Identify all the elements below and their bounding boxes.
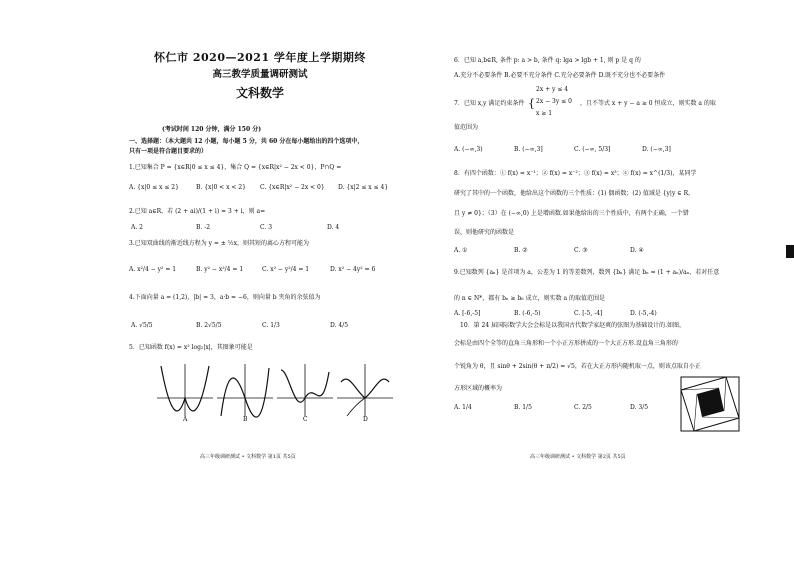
right-page <box>420 0 794 561</box>
q2-option-a: A. 2 <box>131 224 143 231</box>
q8-option-d: D. ④ <box>630 247 644 254</box>
q6-options: A.充分不必要条件 B.必要不充分条件 C.充分必要条件 D.既不充分也不必要条件 <box>454 72 666 79</box>
q10-option-b: B. 1/5 <box>514 404 532 411</box>
q1-option-a: A. {x|0 ≤ x ≤ 2} <box>129 184 179 191</box>
q8-line4: 误，则他研究的函数是 <box>454 229 515 236</box>
q3-option-b: B. y² − x²/4 = 1 <box>196 266 244 273</box>
exam-subtitle: 高三教学质量调研测试 <box>212 69 308 80</box>
subject-title: 文科数学 <box>235 86 284 100</box>
q7-stem-cont: ，且不等式 x + y − a ≥ 0 恒成立，则实数 a 的取 <box>580 100 716 107</box>
q10-line1: 10．第 24 届国际数学大会会标是以我国古代数学家赵爽的弦图为基础设计的.如图， <box>460 322 685 329</box>
q8-option-c: C. ③ <box>574 247 588 254</box>
scan-edge-mark <box>786 245 794 258</box>
q5-stem: 5．已知函数 f(x) = x² log₂|x|，其图象可能是 <box>129 344 253 351</box>
q7-constraint-2: 2x − 3y ≤ 0 <box>536 98 572 105</box>
q5-label-a: A <box>183 416 188 422</box>
q3-option-a: A. x²/4 − y² = 1 <box>129 266 177 273</box>
q8-option-a: A. ① <box>454 247 468 254</box>
q9-option-c: C. [-5, -4] <box>574 310 603 317</box>
q6-stem: 6．已知 a,b∈R, 条件 p: a > b, 条件 q: lga > lgb + 1, 则 p 是 q 的 <box>454 57 641 64</box>
q7-option-d: D. (−∞,3] <box>642 146 671 153</box>
q5-graph-a <box>157 364 213 422</box>
q5-graph-c <box>277 364 333 422</box>
q7-constraint-1: 2x + y ≤ 4 <box>536 86 569 93</box>
q9-line1: 9.已知数列 {aₙ} 是首项为 a，公差为 1 的等差数列，数列 {bₙ} 满足 bₙ = (1 + aₙ)/aₙ，若对任意 <box>454 269 720 276</box>
q7-stem: 7．已知 x,y 满足约束条件 <box>454 100 525 107</box>
exam-info: (考试时间 120 分钟，满分 150 分) <box>162 126 262 133</box>
q3-stem: 3.已知双曲线的渐近线方程为 y = ± ½x，则其短的离心方程可能为 <box>129 240 309 247</box>
q7-brace: { <box>528 97 535 110</box>
q9-option-a: A. [-6,-5] <box>454 310 481 317</box>
q10-option-a: A. 1/4 <box>454 404 472 411</box>
q9-line2: 的 n ∈ N*，都有 bₙ ≥ b₆ 成立，则实数 a 的取值范围是 <box>454 295 606 302</box>
q7-stem-line2: 值范围为 <box>454 124 479 131</box>
q5-graph-b <box>217 364 273 422</box>
q5-label-c: C <box>303 416 308 422</box>
left-page-footer: 高三年级调研测试 • 文科数学 第1页 共5页 <box>200 454 296 460</box>
q5-label-d: D <box>363 416 368 422</box>
q2-stem: 2.已知 a∈R，若 (2 + ai)/(1 + i) = 3 + i，则 a= <box>129 208 266 215</box>
q5-graph-options <box>155 360 395 422</box>
q10-option-d: D. 3/5 <box>630 404 649 411</box>
exam-title: 怀仁市 2020—2021 学年度上学期期终 <box>154 51 366 64</box>
q1-option-b: B. {x|0 < x < 2} <box>196 184 246 191</box>
q8-option-b: B. ② <box>514 247 528 254</box>
q7-option-c: C. (−∞, 5/3] <box>574 146 611 153</box>
q10-line2: 会标是由四个全等的直角三角形和一个小正方形拼成的一个大正方形.设直角三角形的 <box>454 340 678 347</box>
q10-option-c: C. 2/5 <box>574 404 592 411</box>
q9-option-b: B. (-6,-5) <box>514 310 541 317</box>
q8-line2: 研究了其中的一个函数，他给出这个函数的三个性质：(1) 偶函数；(2) 值域是 {y|y ∈ R， <box>454 190 695 197</box>
q7-option-a: A. (−∞,3) <box>454 146 483 153</box>
q1-stem: 1.已知集合 P = {x∈R|0 ≤ x ≤ 4}，集合 Q = {x∈R|x² − 2x < 0}，P∩Q = <box>129 164 342 171</box>
q4-option-b: B. 2√5/5 <box>196 322 222 329</box>
q8-line1: 8．有四个函数：① f(x) = x⁻¹；② f(x) = x⁻²；③ f(x) = x³；④ f(x) = x^(1/3)，某同学 <box>454 170 697 177</box>
q4-option-d: D. 4/5 <box>330 322 349 329</box>
q2-option-b: B. -2 <box>196 224 211 231</box>
q3-option-d: D. x² − 4y² = 6 <box>330 266 376 273</box>
q5-label-b: B <box>243 416 248 422</box>
q8-line3: 且 y ≠ 0}；（3）在 (−∞,0) 上是增函数.如果他给出的三个性质中，有两个正确，一个错 <box>454 210 689 217</box>
q5-graph-d <box>337 364 393 422</box>
q7-constraint-3: x ≥ 1 <box>536 110 553 117</box>
q9-option-d: D. (-5,-4) <box>630 310 657 317</box>
right-page-footer: 高三年级调研测试 • 文科数学 第2页 共5页 <box>530 454 626 460</box>
q2-option-c: C. 3 <box>260 224 273 231</box>
section1-instruction-cont: 只有一项是符合题目要求的） <box>129 148 208 155</box>
q7-option-b: B. (−∞,3] <box>514 146 543 153</box>
q10-line3: 个锐角为 θ，且 sinθ + 2sin(θ + π/2) = √5，若在大正方形内随机取一点，则该点取自小正 <box>454 363 701 370</box>
q4-option-a: A. √5/5 <box>131 322 153 329</box>
q10-line4: 方形区域的概率为 <box>454 385 503 392</box>
q2-option-d: D. 4 <box>327 224 340 231</box>
q10-pinwheel-figure <box>680 376 742 432</box>
q1-option-d: D. {x|2 ≤ x ≤ 4} <box>338 184 389 191</box>
q4-stem: 4.下面向量 a = (1,2)，|b| = 3，a·b = −6，则向量 b 夹角的余弦值为 <box>129 294 321 301</box>
section1-instruction: 一、选择题：（本大题共 12 小题，每小题 5 分，共 60 分在每小题给出的四个选项中， <box>129 138 364 145</box>
q4-option-c: C. 1/3 <box>262 322 280 329</box>
q3-option-c: C. x² − y²/4 = 1 <box>262 266 310 273</box>
q1-option-c: C. {x∈R|x² − 2x < 0} <box>260 184 325 191</box>
